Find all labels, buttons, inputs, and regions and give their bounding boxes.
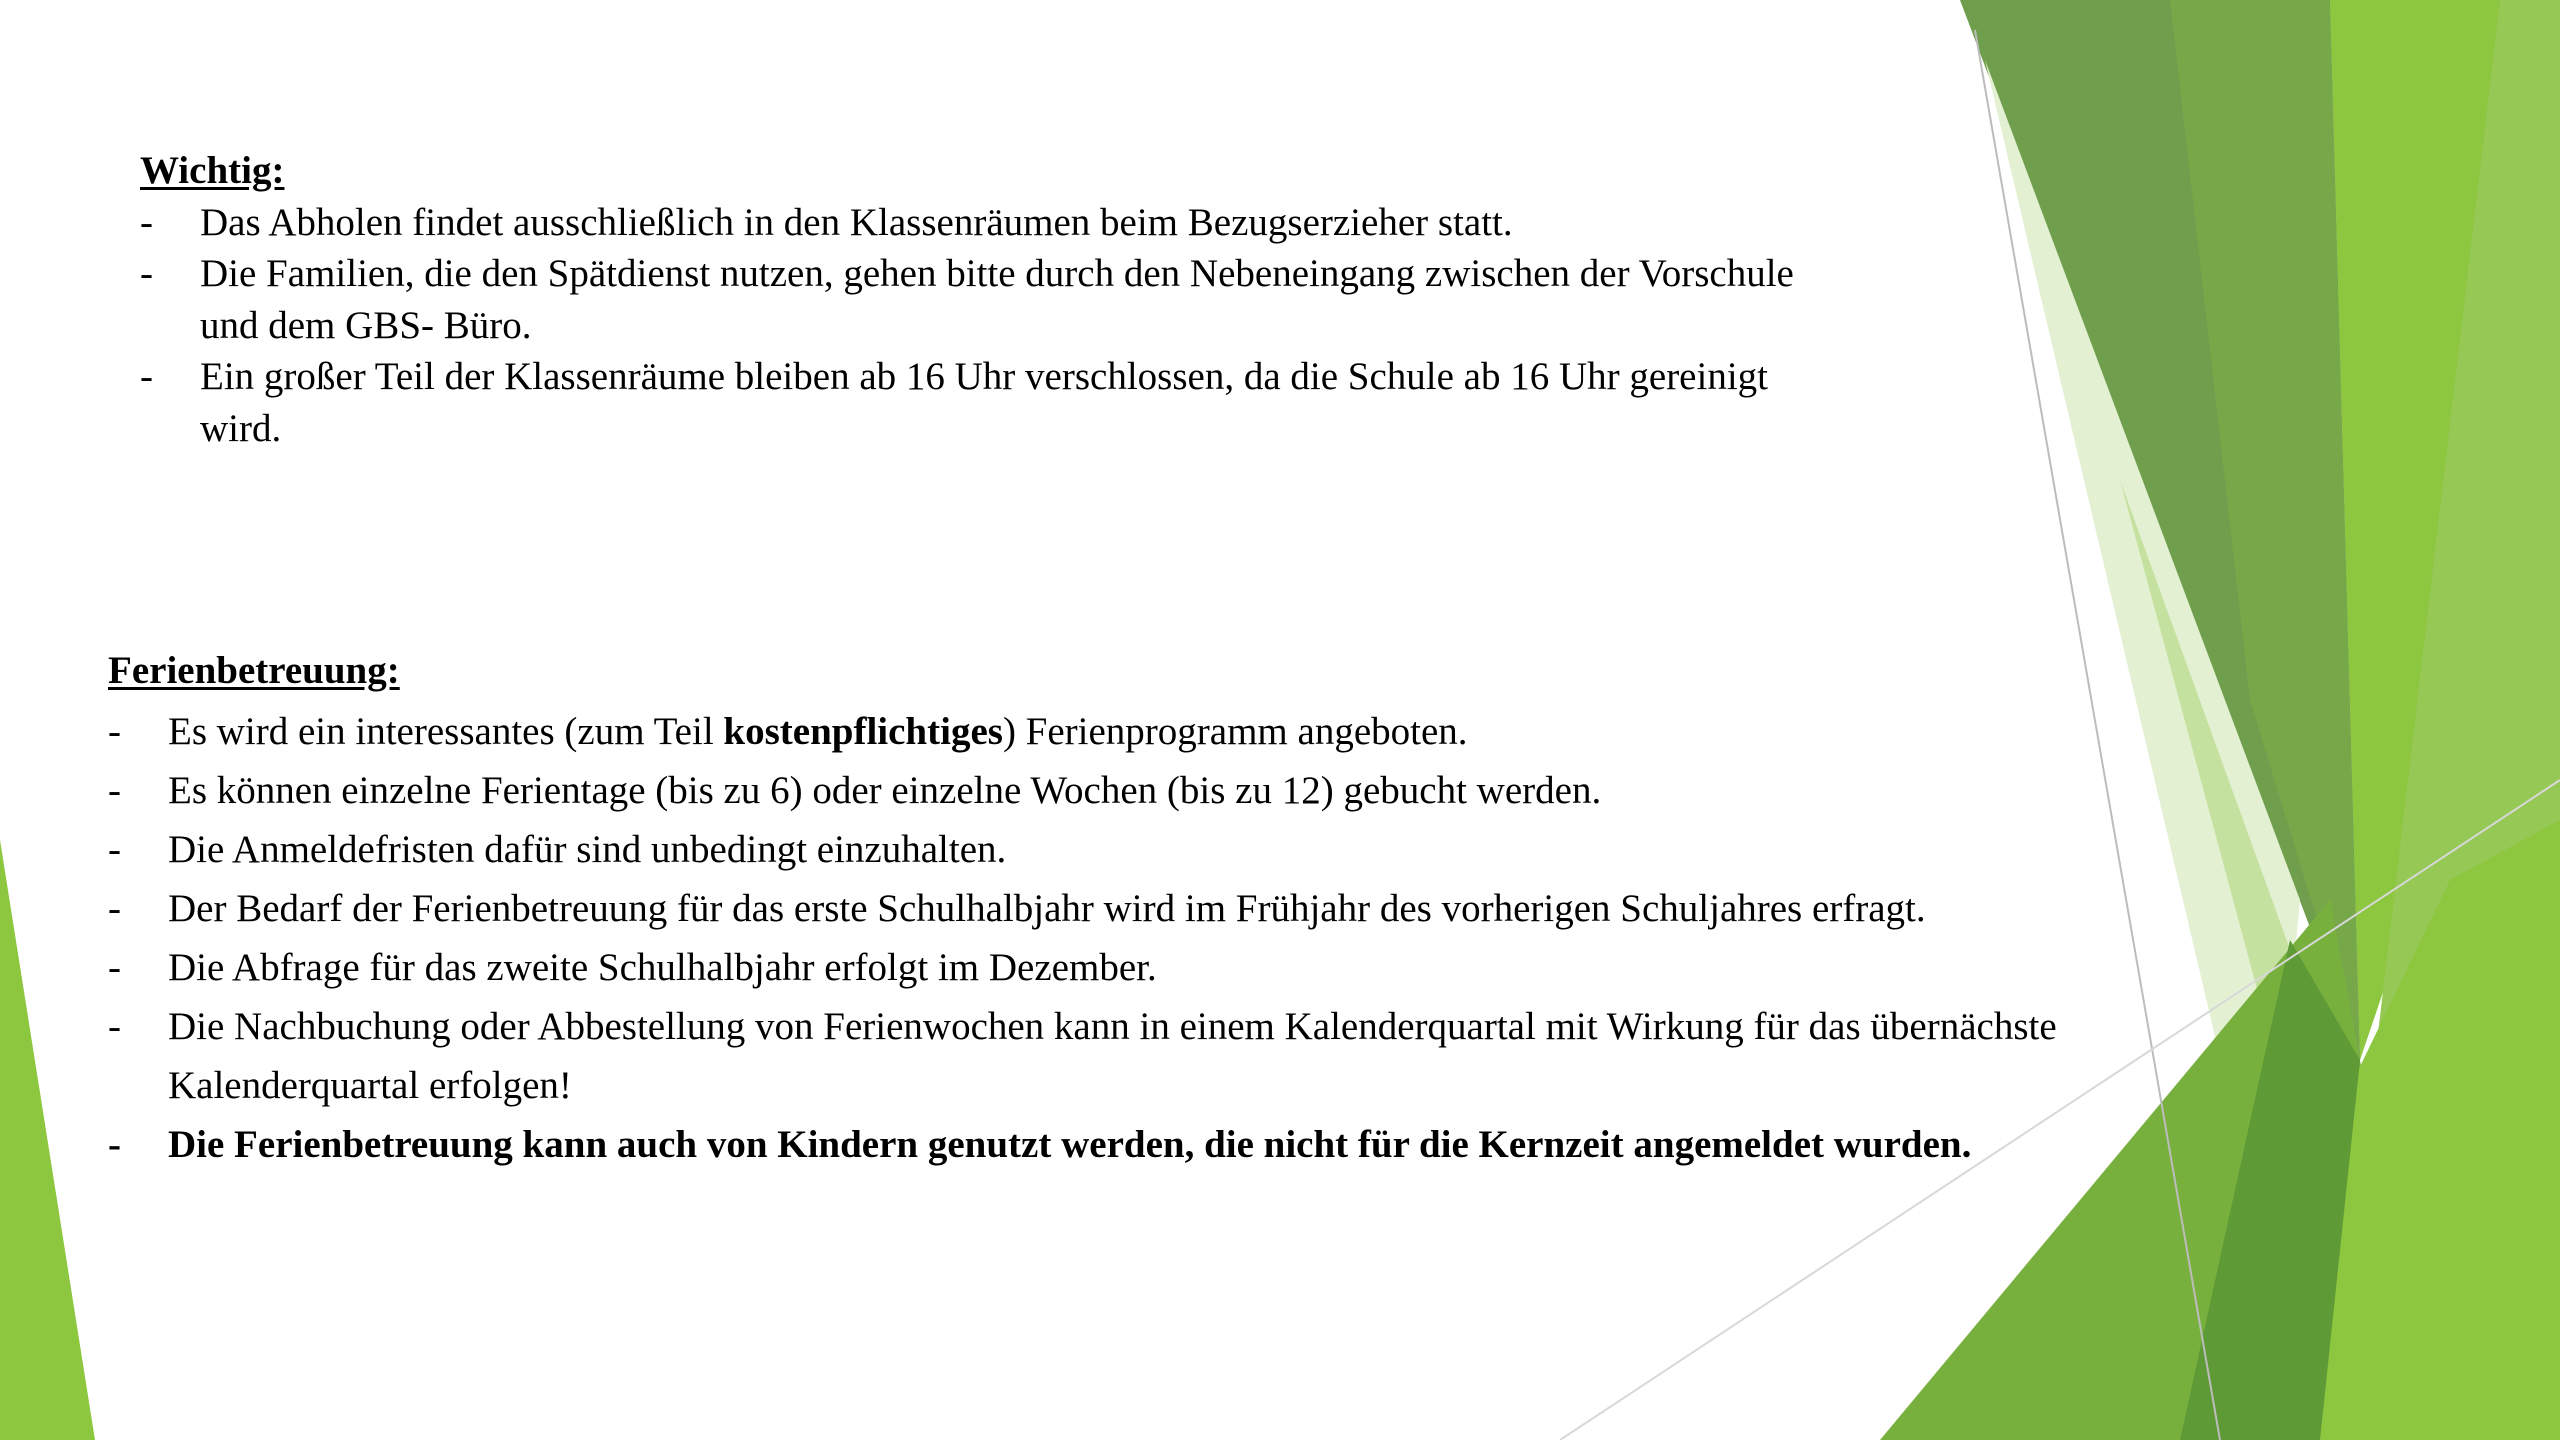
ferienbetreuung-heading: Ferienbetreuung: <box>108 649 400 692</box>
list-item <box>108 761 2068 820</box>
list-item <box>108 820 2068 879</box>
list-item-text: Das Abholen findet ausschließlich in den Klassenräumen beim Bezugserzieher statt. <box>200 200 1513 244</box>
bullet-dash: - <box>108 887 121 930</box>
bullet-dash: - <box>108 946 121 989</box>
bullet-dash: - <box>108 710 121 753</box>
list-item-text-after: ) Ferienprogramm angeboten. <box>1002 710 1468 753</box>
list-item-text: Die Anmeldefristen dafür sind unbedingt einzuhalten. <box>168 828 1007 871</box>
list-item <box>140 351 1840 454</box>
list-item-text: Es können einzelne Ferientage (bis zu 6) oder einzelne Wochen (bis zu 12) gebucht werden. <box>168 769 1602 812</box>
bullet-dash: - <box>140 252 153 295</box>
list-item <box>108 997 2068 1115</box>
bullet-dash: - <box>108 828 121 871</box>
ferienbetreuung-section <box>108 641 2068 1174</box>
list-item-text-before: Es wird ein interessantes (zum Teil <box>168 710 724 753</box>
list-item <box>140 248 1840 351</box>
ferienbetreuung-list <box>108 702 2068 1174</box>
list-item-text: Ein großer Teil der Klassenräume bleiben ab 16 Uhr verschlossen, da die Schule ab 16 Uhr gereinigt wird. <box>200 355 1768 450</box>
list-item <box>108 938 2068 997</box>
list-item-text: Die Familien, die den Spätdienst nutzen, gehen bitte durch den Nebeneingang zwischen der Vorschule und dem GBS- Büro. <box>200 252 1794 347</box>
list-item <box>108 879 2068 938</box>
list-item-text: Die Ferienbetreuung kann auch von Kindern genutzt werden, die nicht für die Kernzeit angemeldet wurden. <box>168 1123 1972 1166</box>
list-item <box>108 702 2068 761</box>
bullet-dash: - <box>108 769 121 812</box>
wichtig-list <box>140 197 1840 455</box>
list-item-text: Die Nachbuchung oder Abbestellung von Ferienwochen kann in einem Kalenderquartal mit Wirkung für das übernächste Kalenderquartal erfolgen! <box>168 1005 2057 1107</box>
list-item-text: Die Abfrage für das zweite Schulhalbjahr erfolgt im Dezember. <box>168 946 1157 989</box>
bullet-dash: - <box>140 355 153 398</box>
bullet-dash: - <box>140 200 153 244</box>
left-edge-facet <box>0 840 95 1440</box>
wichtig-heading: Wichtig: <box>140 149 285 192</box>
bullet-dash: - <box>108 1123 121 1166</box>
bullet-dash: - <box>108 1005 121 1048</box>
list-item-bold <box>108 1115 2068 1174</box>
list-item-text-bold: kostenpflichtiges <box>723 710 1003 753</box>
list-item-text: Der Bedarf der Ferienbetreuung für das erste Schulhalbjahr wird im Frühjahr des vorherigen Schuljahres erfragt. <box>168 887 1926 930</box>
wichtig-section <box>140 145 1840 454</box>
list-item <box>140 197 1840 249</box>
